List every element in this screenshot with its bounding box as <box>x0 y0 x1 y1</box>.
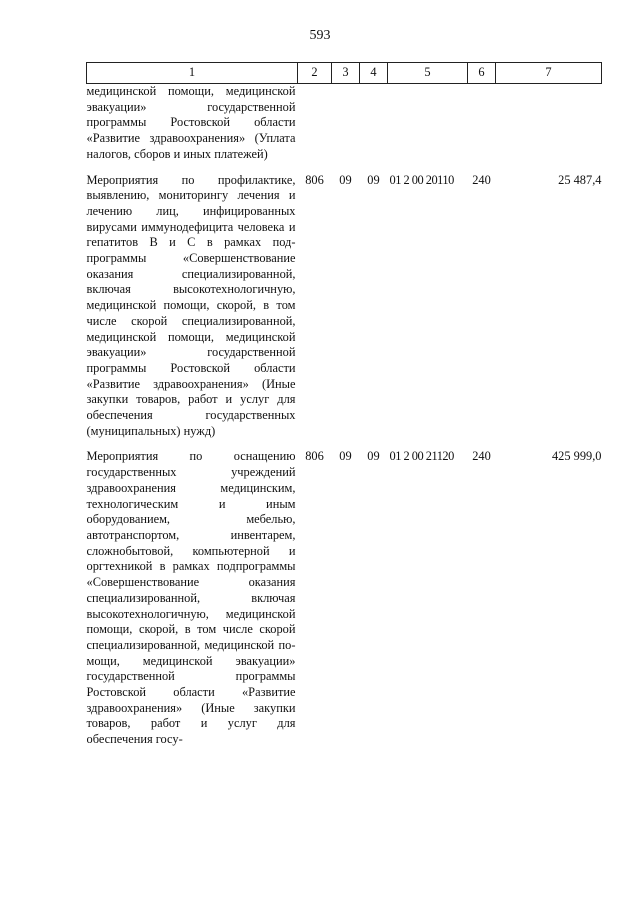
row-section: 09 <box>339 172 352 187</box>
row-subsection: 09 <box>367 172 380 187</box>
column-header-ministry: 2 <box>298 63 332 84</box>
table-row <box>87 449 602 747</box>
row-expense-type <box>468 84 496 163</box>
table-row <box>87 84 602 163</box>
row-section <box>332 84 360 163</box>
row-amount <box>496 84 602 163</box>
page-number: 593 <box>309 28 331 43</box>
column-header-subsection: 4 <box>360 63 388 84</box>
row-ministry <box>298 84 332 163</box>
column-header-target-article: 5 <box>388 63 468 84</box>
row-target-article <box>388 84 468 163</box>
row-expense-type: 240 <box>472 449 491 464</box>
budget-table <box>86 62 602 748</box>
row-description: Мероприятия по оснащению государственных учреждений здравоохранения медицинским, технологическим и иным оборудованием, мебелью, автотранспортом, инвентарем, сложнобытовой, компьютерной и оргтехникой в рамках подпрограммы «Совершенствование оказания специализированной, включая высокотехнологичную, медицинской помощи, скорой, в том числе скорой специализированной, медицинской помощи, медицинской эвакуации» государственной программы Ростовской области «Развитие здравоохранения» (Иные закупки товаров, работ и услуг для обеспечения госу- <box>86 449 296 747</box>
row-description: Мероприятия по профилактике, выявлению, мониторингу лечения и лечению лиц, инфицированных вирусами иммунодефицита человека и гепатитов В и С в рамках подпрограммы «Совершенствование оказания специализированной, включая высокотехнологичную, медицинской помощи, скорой, в том числе скорой специализированной, медицинской помощи, медицинской эвакуации» государственной программы Ростовской области «Развитие здравоохранения» (Иные закупки товаров, работ и услуг для обеспечения государственных (муниципальных) нужд) <box>86 172 296 438</box>
row-expense-type: 240 <box>472 172 491 187</box>
table-row <box>87 173 602 440</box>
row-amount: 425 999,0 <box>551 449 602 464</box>
row-subsection: 09 <box>367 449 380 464</box>
column-header-section: 3 <box>332 63 360 84</box>
row-amount: 25 487,4 <box>558 172 602 187</box>
row-ministry: 806 <box>305 172 324 187</box>
row-description: медицинской помощи, медицинской эвакуации» государственной программы Ростовской области «Развитие здравоохранения» (Уплата налогов, сборов и иных платежей) <box>86 84 296 161</box>
row-ministry: 806 <box>305 449 324 464</box>
row-spacer <box>87 439 602 449</box>
row-subsection <box>360 84 388 163</box>
row-target-article: 01 2 00 20110 <box>389 172 454 187</box>
column-header-description: 1 <box>87 63 298 84</box>
row-spacer <box>87 163 602 173</box>
table-header-row <box>87 63 602 84</box>
column-header-expense-type: 6 <box>468 63 496 84</box>
row-target-article: 01 2 00 21120 <box>389 449 454 464</box>
row-section: 09 <box>339 449 352 464</box>
column-header-amount: 7 <box>496 63 602 84</box>
